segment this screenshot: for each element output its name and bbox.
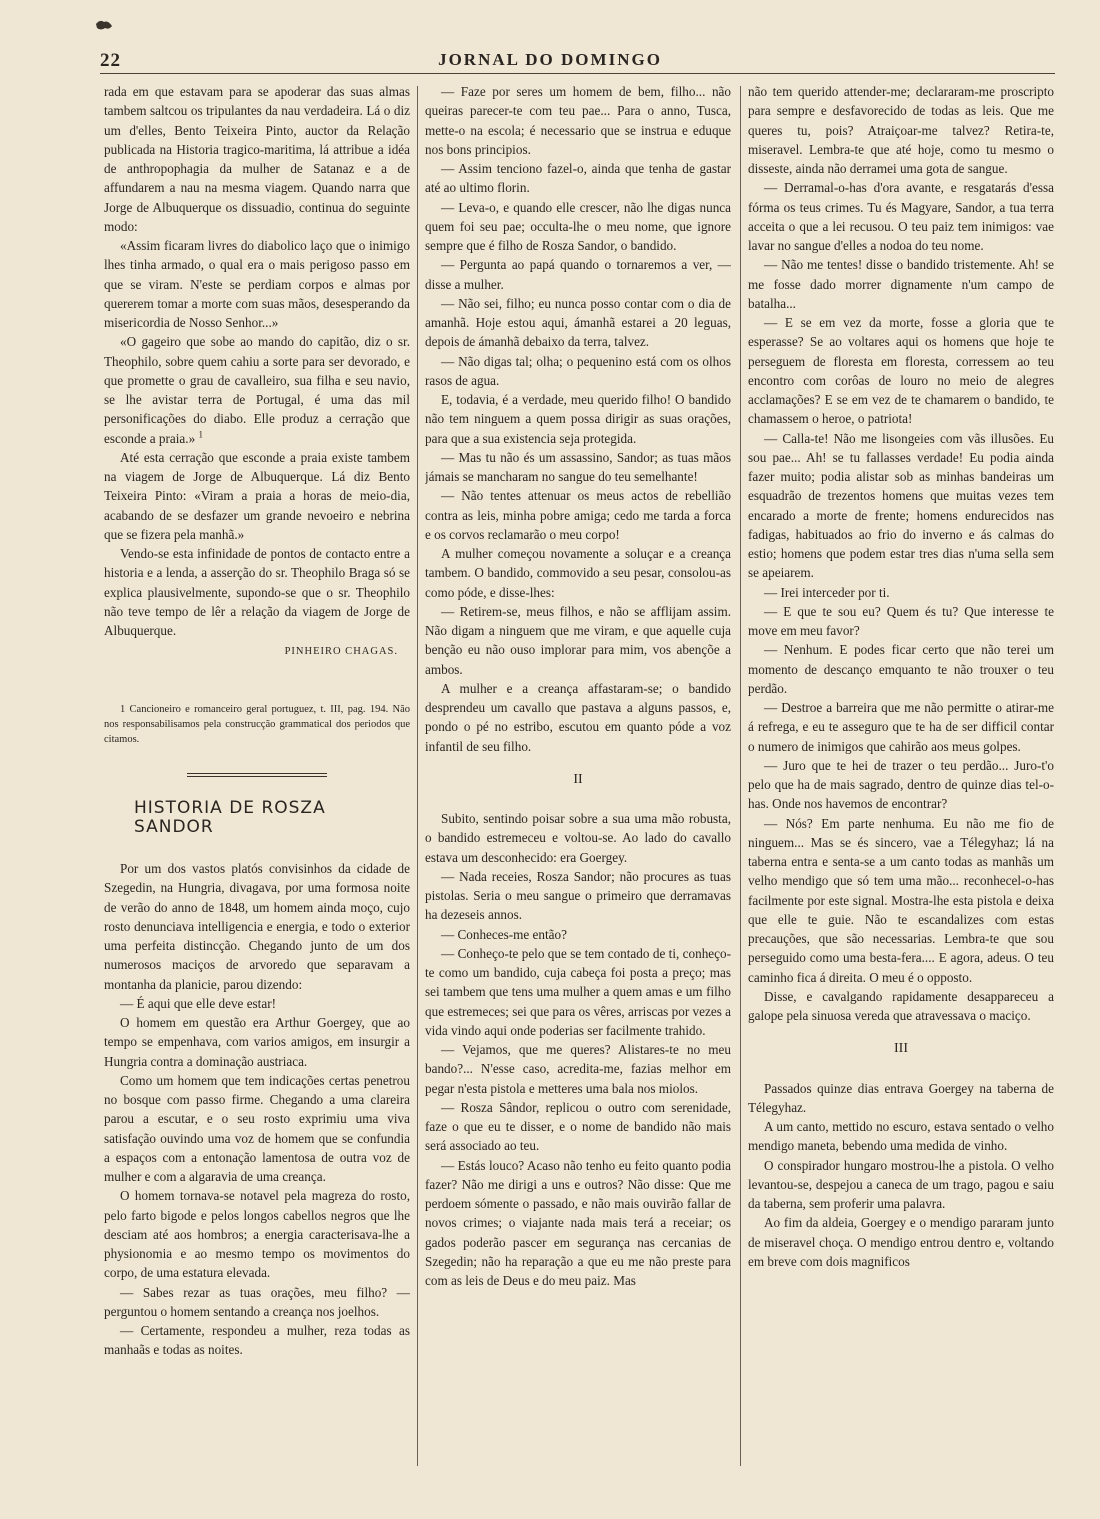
paragraph: — Calla-te! Não me lisongeies com vãs illusões. Eu sou pae... Ah! se tu fallasses verdade! Eu podia ainda fazer muito; podia alistar sob as minhas bandeiras um esquadrão de trezentos homens que muitas vezes tem encarado a morte de frente; homens endurecidos nas fadigas, habituados ao frio do inverno e ás calmas do estio; homens que podem estar tres dias n'uma sella sem se apeiarem. [748,430,1054,581]
paragraph: não tem querido attender-me; declararam-me proscripto para sempre e desfavorecido de todas as leis. Que me queres tu, pois? Atraiçoar-me talvez? Retira-te, miseravel. Lembra-te que até hoje, como tu mesmo o disseste, ainda não derramei uma gota de sangue. [748,84,1054,176]
paragraph: — Conheces-me então? [441,926,567,942]
paragraph: — Sabes rezar as tuas orações, meu filho? — perguntou o homem sentando a creança nos joelhos. [104,1284,410,1319]
paragraph: — Conheço-te pelo que se tem contado de ti, conheço-te como um bandido, cuja cabeça foi posta a preço; mas sei tambem que tens uma mulher a quem amas e um filho que estremeces; sei que para os vêres, arriscas por vezes a vida vindo aqui onde poderias ser facilmente trahido. [425,945,731,1038]
column-2 [425,82,731,1472]
paragraph: — Nenhum. E podes ficar certo que não terei um momento de descanço emquanto te não trouxer o teu perdão. [748,642,1054,696]
paragraph: O homem em questão era Arthur Goergey, que ao tempo se empenhava, com varios amigos, em insurgir a Hungria contra a dominação austriaca. [104,1015,410,1069]
paragraph: — Derramal-o-has d'ora avante, e resgatarás d'essa fórma os teus crimes. Tu és Magyare, Sandor, a tua terra acceita o que a lei recusou. O teu paiz tem inimigos: vae lavar no sangue d'elles a nodoa do teu nome. [748,180,1054,253]
paragraph: Por um dos vastos platós convisinhos da cidade de Szegedin, na Hungria, divagava, por uma formosa noite de verão do anno de 1848, um homem ainda moço, cujo rosto denunciava intelligencia e energia, e todo o exterior uma perfeita distincção. Chegando junto de um dos numerosos maciços de arvoredo que separavam a montanha da planicie, parou dizendo: [104,861,410,992]
paragraph: — Assim tenciono fazel-o, ainda que tenha de gastar até ao ultimo florin. [425,161,731,196]
paragraph [104,332,410,448]
paragraph: Como um homem que tem indicações certas penetrou no bosque com passo firme. Chegando a uma clareira parou a escutar, e o seu rosto exprimiu uma viva satisfação ouvindo uma voz de homem que se confundia a espaços com a entonação lamentosa de outra voz de mulher e com a algaravia de uma creança. [104,1072,410,1184]
paragraph: Até esta cerração que esconde a praia existe tambem na viagem de Jorge de Albuquerque. Lá diz Bento Teixeira Pinto: «Viram a praia a horas de meio-dia, acabando de se desfazer um grande nevoeiro e nebrina que se fizera pela manhã.» [104,449,410,542]
column-3 [748,82,1054,1472]
column-divider [417,86,418,1466]
paragraph: rada em que estavam para se apoderar das suas almas tambem saltcou os tripulantes da nau verdadeira. Lá o diz um d'elles, Bento Teixeira Pinto, auctor da Relação publicada na Historia tragico-maritima, lá attribue a idéa de anthropophagia da mulher de Satanaz e a de affundarem a nau na mesma viagem. Quando narra que Jorge de Albuquerque os dissuadio, continua do seguinte modo: [104,84,410,234]
paragraph: — Não digas tal; olha; o pequenino está com os olhos rasos de agua. [425,353,731,388]
paragraph: — Destroe a barreira que me não permitte o atirar-me á refrega, e eu te asseguro que te ha de ser difficil contar o numero de inimigos que cahirão aos meus golpes. [748,700,1054,754]
paragraph: — Leva-o, e quando elle crescer, não lhe digas nunca quem foi seu pae; occulta-lhe o meu nome, que ignore sempre que é filho de Rosza Sandor, o bandido. [425,199,731,253]
paragraph: — Não tentes attenuar os meus actos de rebellião contra as leis, minha pobre amiga; cedo me tarda a forca e os corvos reclamarão o meu corpo! [425,488,731,542]
author-signature: PINHEIRO CHAGAS. [284,646,398,658]
paragraph: — Irei interceder por ti. [764,584,890,600]
journal-title: JORNAL DO DOMINGO [438,50,662,69]
paragraph: — Faze por seres um homem de bem, filho... não queiras parecer-te com teu pae... Para o anno, Tusca, mette-o na escola; é necessario que se instrua e eduque nos bons principios. [425,84,731,157]
paragraph: O homem tornava-se notavel pela magreza do rosto, pelo farto bigode e pelos longos cabellos negros que lhe desciam até aos hombros; a energia caracterisava-lhe a physionomia e ao mesmo tempo os movimentos do corpo, de uma estatura elevada. [104,1188,410,1281]
paragraph: — Mas tu não és um assassino, Sandor; as tuas mãos jámais se mancharam no sangue do teu semelhante! [425,449,731,484]
paragraph: — Certamente, respondeu a mulher, reza todas as manhaãs e todas as noites. [104,1323,410,1358]
paragraph: — É aqui que elle deve estar! [120,995,276,1011]
column-1 [104,82,410,1472]
paragraph: — Retirem-se, meus filhos, e não se afflijam assim. Não digam a ninguem que me viram, e que aquelle cuja benção eu não ouso implorar para mim, vos abençõe a ambos. [425,603,731,677]
paragraph: — Não me tentes! disse o bandido tristemente. Ah! se me fosse dado morrer dignamente n'um campo de batalha... [748,257,1054,311]
paragraph: — Pergunta ao papá quando o tornaremos a ver, — disse a mulher. [425,257,731,292]
paragraph: — Estás louco? Acaso não tenho eu feito quanto podia fazer? Não me dirigi a uns e outros? Não disse: Que me perdoem sómente o passado, e não mais ouvirão fallar de novos crimes; o viajante nada mais terá a receiar; os gados poderão pascer em segurança nas cercanias de Szegedin; não ha reparação a que eu me não preste para com as leis de Deus e do meu paiz. Mas [425,1157,731,1288]
paragraph: — Nada receies, Rosza Sandor; não procures as tuas pistolas. Seria o meu sangue o primeiro que derramavas ha dezeseis annos. [425,868,731,923]
chapter-number: II [573,771,583,787]
footnote: 1 Cancioneiro e romanceiro geral portuguez, t. III, pag. 194. Não nos responsabilisamos pela construcção grammatical dos periodos que citamos. [104,703,410,745]
paragraph: — E que te sou eu? Quem és tu? Que interesse te move em meu favor? [748,603,1054,638]
paragraph: E, todavia, é a verdade, meu querido filho! O bandido não tem ninguem a quem possa dirigir as suas orações, para que a sua existencia seja protegida. [425,392,731,446]
section-separator [187,773,327,777]
footnote-ref: 1 [198,429,203,440]
paragraph: O conspirador hungaro mostrou-lhe a pistola. O velho levantou-se, despejou a caneca de um trago, pagou e saiu da taberna, sem proferir uma palavra. [748,1157,1054,1211]
paragraph: «Assim ficaram livres do diabolico laço que o inimigo lhes tinha armado, o qual era o mais perigoso passo em que se viram. N'este se perdiam corpos e almas por quererem tomar a morte com suas mãos, desesperando da misericordia de Nosso Senhor...» [104,238,410,330]
paragraph: Vendo-se esta infinidade de pontos de contacto entre a historia e a lenda, a asserção do sr. Theophilo Braga só se explica plausivelmente, supondo-se que o sr. Theophilo não teve tempo de lêr a relação da viagem de Jorge de Albuquerque. [104,546,410,638]
paragraph: — Nós? Em parte nenhuma. Eu não me fio de ninguem... Mas se és sincero, vae a Télegyhaz; lá na taberna entra e senta-se a um canto todas as manhãs um velho mendigo que só tem uma mão... reconhecel-o-has facilmente por este signal. Mostra-lhe esta pistola e deixa que elle te guie. Não te escandalizes com estas precauções, que são necessarias. Lembra-te que sou perseguido como uma besta-fera.... E agora, adeus. O teu caminho fica á direita. O meu é o opposto. [748,815,1054,985]
paragraph: — Rosza Sândor, replicou o outro com serenidade, faze o que eu te disser, e o nome de bandido não mais será associado ao teu. [425,1099,731,1154]
paragraph: Disse, e cavalgando rapidamente desappareceu a galope pela sinuosa vereda que atravessava o maciço. [748,988,1054,1023]
chapter-number: III [894,1041,908,1057]
paragraph: Ao fim da aldeia, Goergey e o mendigo pararam junto de miseravel choça. O mendigo entrou dentro e, voltando em breve com dois magnificos [748,1215,1054,1269]
paragraph: — Não sei, filho; eu nunca posso contar com o dia de amanhã. Hoje estou aqui, ámanhã estarei a 20 leguas, depois de ámanhã debaixo da terra, talvez. [425,295,731,350]
ink-stain-mark [94,18,116,32]
paragraph-text: «O gageiro que sobe ao mando do capitão, diz o sr. Theophilo, sobre quem cahiu a sorte para ser devorado, e que promette o grau de cavalleiro, sua filha e seu navio, se lhe avistar terra de Portugal, é uma das mil personificações do diabo. Elle produz a cerração que esconde a praia.» [104,334,410,446]
paragraph: A mulher e a creança affastaram-se; o bandido desprendeu um cavallo que pastava a alguns passos, e, pondo o pé no estribo, escutou em quanto póde a voz infantil de seu filho. [425,680,731,754]
paragraph: — E se em vez da morte, fosse a gloria que te esperasse? Se ao voltares aqui os homens que hoje te perseguem de floresta em floresta, corressem ao teu encontro com corôas de louro no meio de alegres acclamações? E se em vez de te chamarem o bandido, te chamassem o heroe, o patriota! [748,315,1054,427]
footnote-spacer [104,662,410,702]
paragraph: — Juro que te hei de trazer o teu perdão... Juro-t'o pelo que ha de mais sagrado, dentro de quinze dias tel-o-has. Onde nos havemos de encontrar? [748,757,1054,812]
paragraph: A um canto, mettido no escuro, estava sentado o velho mendigo maneta, bebendo uma medida de vinho. [748,1119,1054,1154]
paragraph: A mulher começou novamente a soluçar e a creança tambem. O bandido, commovido a seu pesar, consolou-as como póde, e disse-lhes: [425,546,731,600]
paragraph: Subito, sentindo poisar sobre a sua uma mão robusta, o bandido estremeceu e voltou-se. Ao lado do cavallo estava um desconhecido: era Goergey. [425,811,731,865]
header-rule [100,73,1055,74]
paragraph: — Vejamos, que me queres? Alistares-te no meu bando?... N'esse caso, acredita-me, fazias melhor em pegar n'esta pistola e metteres uma bala nos miolos. [425,1042,731,1096]
page-number: 22 [100,50,121,71]
paragraph: Passados quinze dias entrava Goergey na taberna de Télegyhaz. [748,1080,1054,1115]
section-title: HISTORIA DE ROSZA SANDOR [134,797,326,837]
column-divider [740,86,741,1466]
